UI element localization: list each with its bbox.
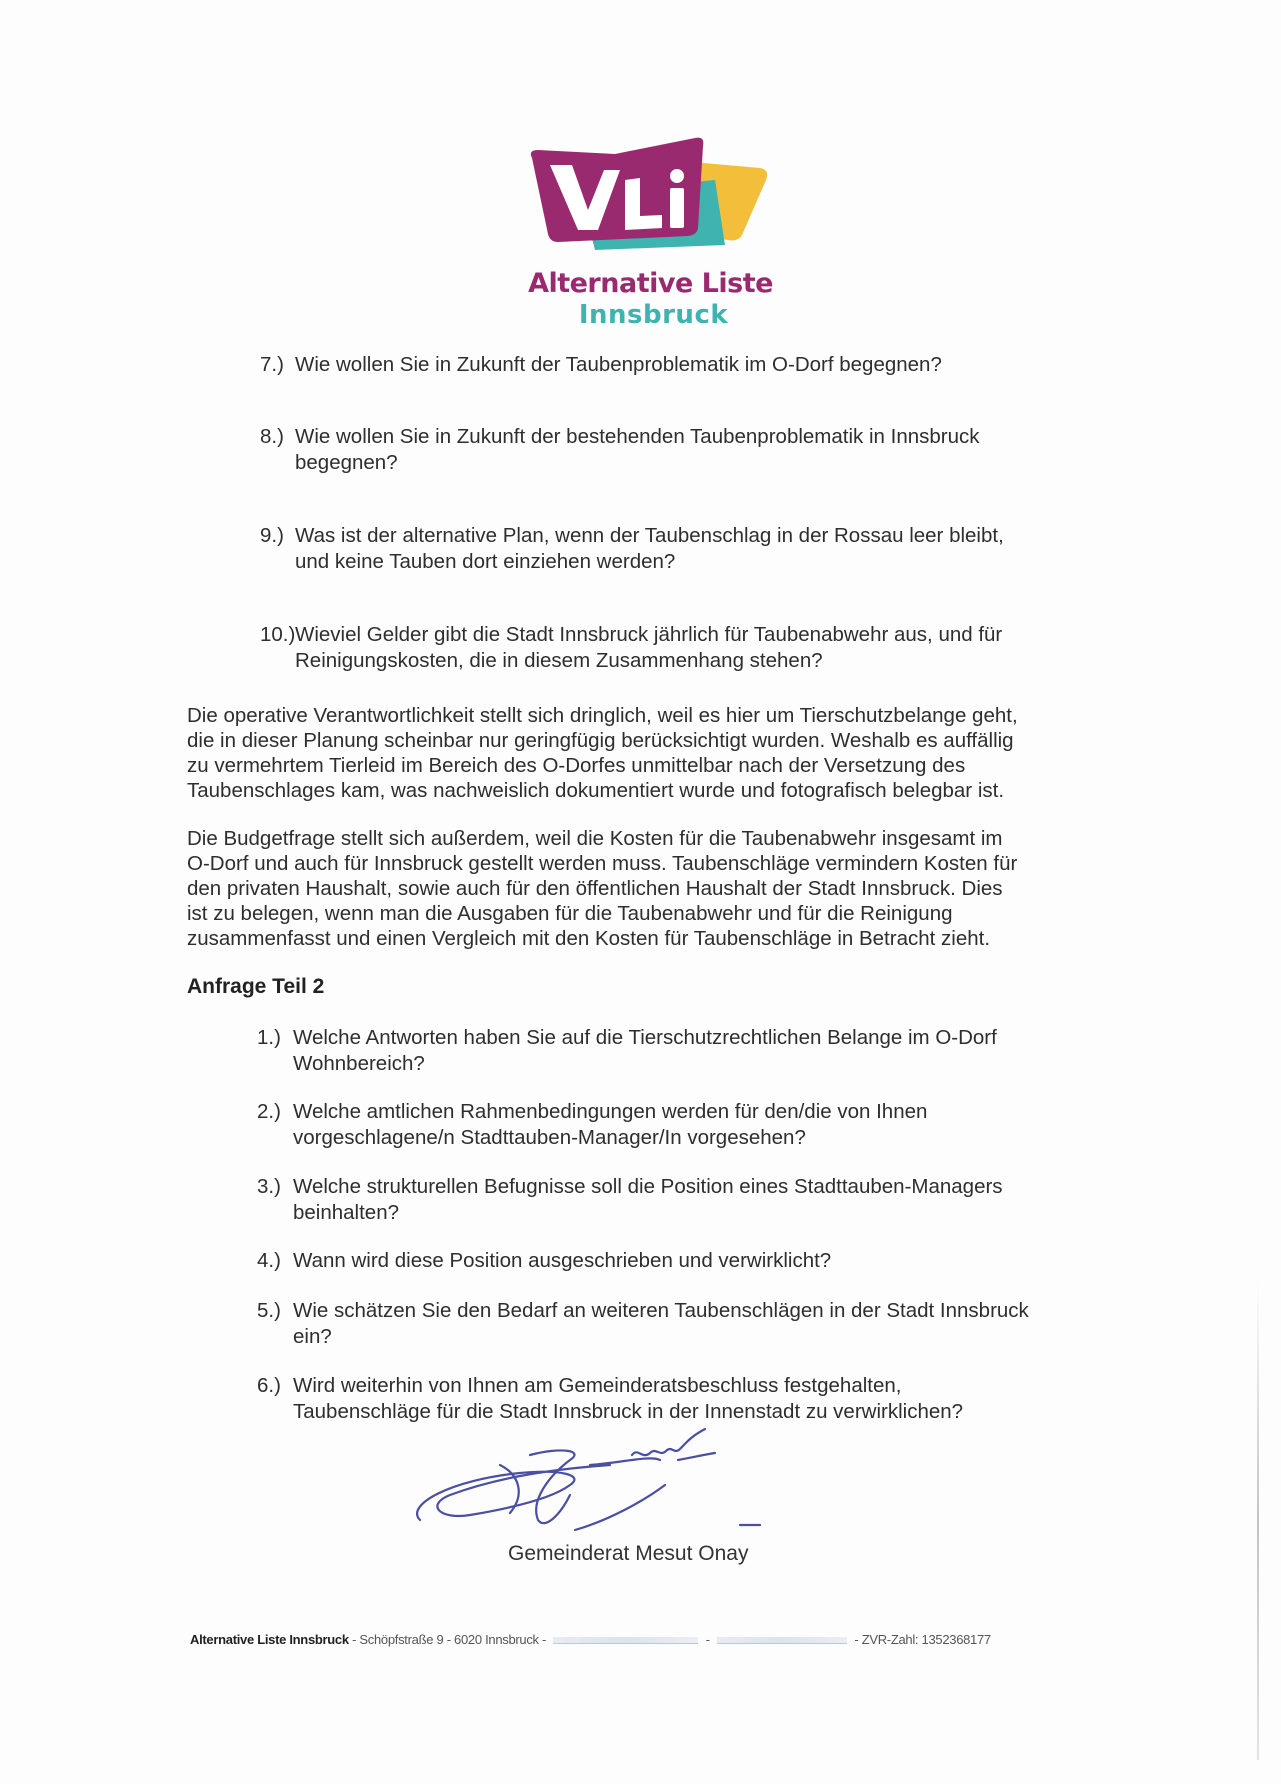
question-text: Welche strukturellen Befugnisse soll die Position eines Stadttauben-Managers [293,1175,1003,1198]
question-text: Wann wird diese Position ausgeschrieben und verwirklicht? [293,1249,832,1272]
question-text: begegnen? [295,451,398,474]
question-7 [260,352,1100,378]
question-8 [260,424,1100,476]
footer-zvr: - ZVR-Zahl: 1352368177 [851,1632,991,1647]
paragraph-line: Die operative Verantwortlichkeit stellt sich dringlich, weil es hier um Tierschutzbelange geht, [187,704,1018,727]
footer-redacted-email [553,1637,698,1644]
signatory-name: Gemeinderat Mesut Onay [508,1542,749,1565]
question-number: 1.) [257,1026,281,1049]
logo-line-1: Alternative Liste [528,268,773,299]
question-text: Welche Antworten haben Sie auf die Tierschutzrechtlichen Belange im O-Dorf [293,1026,997,1049]
footer-address: - Schöpfstraße 9 - 6020 Innsbruck - [348,1632,550,1647]
paragraph-line: Taubenschlages kam, was nachweislich dokumentiert wurde und fotografisch belegbar ist. [187,779,1005,802]
scan-edge-artifact [1257,1280,1259,1760]
question-text: und keine Tauben dort einziehen werden? [295,550,676,573]
question-number: 6.) [257,1374,281,1397]
question-text: beinhalten? [293,1201,400,1224]
question-text: Reinigungskosten, die in diesem Zusammenhang stehen? [295,649,823,672]
question-number: 10.) [260,623,296,646]
question-10 [260,622,1100,674]
logo-line-2: Innsbruck [578,300,729,330]
question-part2-4 [257,1248,1117,1274]
question-text: ein? [293,1325,332,1348]
question-part2-1 [257,1025,1117,1077]
question-text: Wie wollen Sie in Zukunft der Taubenproblematik im O-Dorf begegnen? [295,353,942,376]
section-heading: Anfrage Teil 2 [187,975,325,998]
question-9 [260,523,1100,575]
question-number: 3.) [257,1175,281,1198]
question-number: 8.) [260,425,284,448]
paragraph-line: zusammenfasst und einen Vergleich mit den Kosten für Taubenschläge in Betracht zieht. [187,927,991,950]
question-part2-3 [257,1174,1117,1226]
question-number: 5.) [257,1299,281,1322]
paragraph-line: O-Dorf und auch für Innsbruck gestellt werden muss. Taubenschläge vermindern Kosten für [187,852,1018,875]
question-part2-2 [257,1099,1117,1151]
question-number: 4.) [257,1249,281,1272]
footer [190,1632,991,1647]
footer-organization: Alternative Liste Innsbruck [190,1632,349,1647]
question-number: 7.) [260,353,284,376]
handwritten-signature [410,1425,780,1545]
question-text: Welche amtlichen Rahmenbedingungen werden für den/die von Ihnen [293,1100,928,1123]
paragraph-line: zu vermehrtem Tierleid im Bereich des O-Dorfes unmittelbar nach der Versetzung des [187,754,966,777]
paragraph-budget [187,826,1087,951]
footer-separator: - [702,1632,714,1647]
question-text: Wieviel Gelder gibt die Stadt Innsbruck jährlich für Taubenabwehr aus, und für [295,623,1003,646]
question-text: Taubenschläge für die Stadt Innsbruck in der Innenstadt zu verwirklichen? [293,1400,964,1423]
footer-redacted-website [717,1637,847,1644]
paragraph-line: den privaten Haushalt, sowie auch für den öffentlichen Haushalt der Stadt Innsbruck. Dies [187,877,1003,900]
question-part2-6 [257,1373,1117,1425]
paragraph-responsibility [187,703,1087,803]
question-number: 2.) [257,1100,281,1123]
question-text: vorgeschlagene/n Stadttauben-Manager/In vorgesehen? [293,1126,806,1149]
question-text: Wie wollen Sie in Zukunft der bestehenden Taubenproblematik in Innsbruck [295,425,980,448]
question-text: Was ist der alternative Plan, wenn der Taubenschlag in der Rossau leer bleibt, [295,524,1004,547]
question-text: Wird weiterhin von Ihnen am Gemeinderatsbeschluss festgehalten, [293,1374,902,1397]
paragraph-line: Die Budgetfrage stellt sich außerdem, weil die Kosten für die Taubenabwehr insgesamt im [187,827,1003,850]
question-part2-5 [257,1298,1117,1350]
question-number: 9.) [260,524,284,547]
paragraph-line: die in dieser Planung scheinbar nur geringfügig berücksichtigt wurden. Weshalb es auffällig [187,729,1014,752]
paragraph-line: ist zu belegen, wenn man die Ausgaben für die Taubenabwehr und für die Reinigung [187,902,953,925]
question-text: Wie schätzen Sie den Bedarf an weiteren Taubenschlägen in der Stadt Innsbruck [293,1299,1029,1322]
question-text: Wohnbereich? [293,1052,425,1075]
